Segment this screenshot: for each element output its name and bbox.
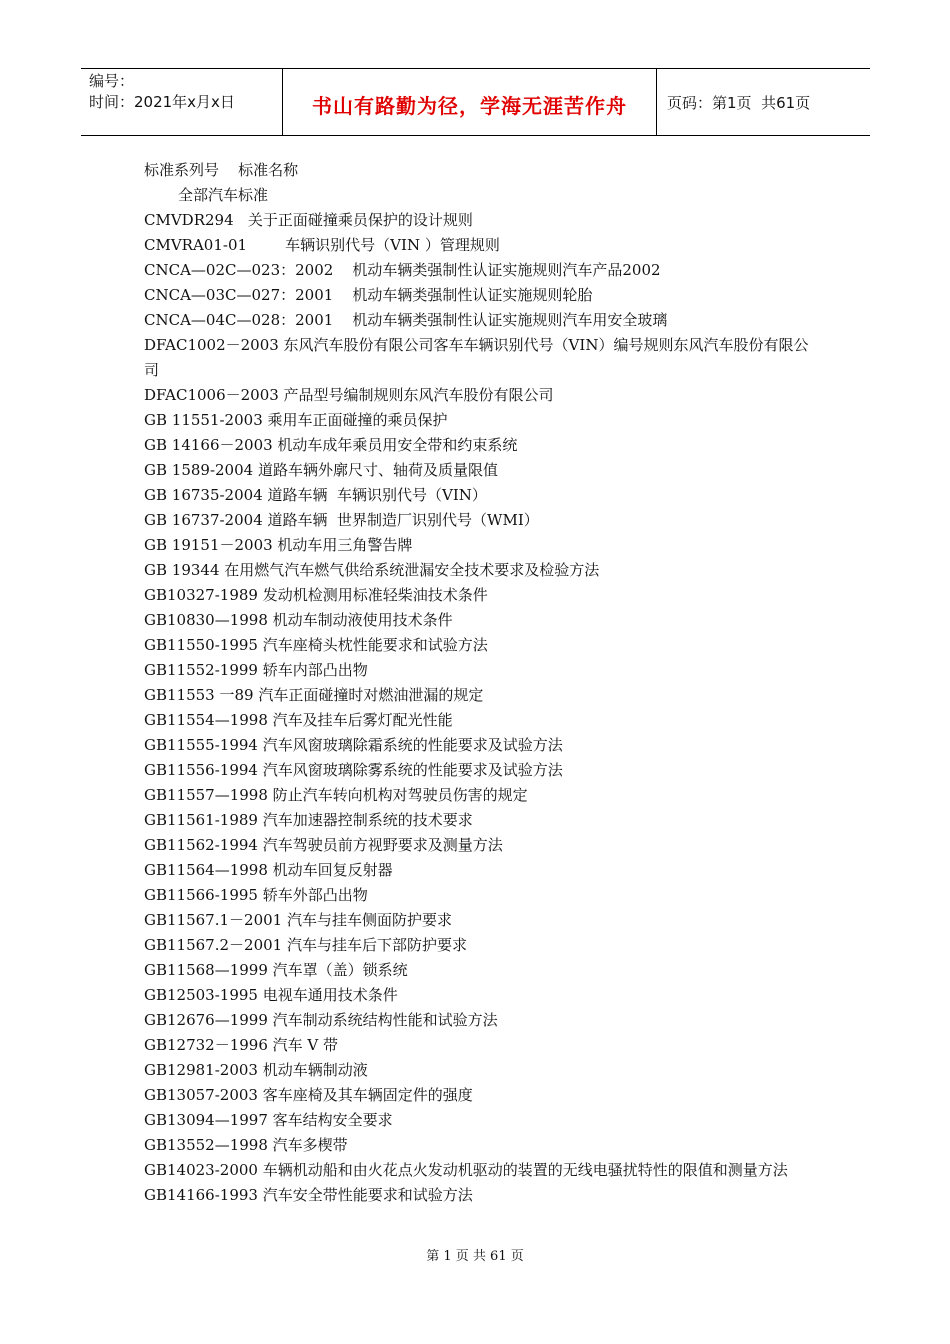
- list-item: GB11557—1998 防止汽车转向机构对驾驶员伤害的规定: [144, 786, 528, 804]
- list-item: GB11562-1994 汽车驾驶员前方视野要求及测量方法: [144, 836, 503, 854]
- list-item: GB11550-1995 汽车座椅头枕性能要求和试验方法: [144, 636, 488, 654]
- list-item: GB12676—1999 汽车制动系统结构性能和试验方法: [144, 1011, 498, 1029]
- list-item: CNCA—03C—027：2001 机动车辆类强制性认证实施规则轮胎: [144, 286, 593, 304]
- list-item: GB13094—1997 客车结构安全要求: [144, 1111, 393, 1129]
- list-item: GB12981-2003 机动车辆制动液: [144, 1061, 368, 1079]
- header-motto: 书山有路勤为径，学海无涯苦作舟: [282, 69, 657, 135]
- list-item: GB14166-1993 汽车安全带性能要求和试验方法: [144, 1186, 473, 1204]
- page-header: [81, 68, 870, 136]
- list-item: GB11566-1995 轿车外部凸出物: [144, 886, 368, 904]
- list-item: GB11552-1999 轿车内部凸出物: [144, 661, 368, 679]
- list-item: GB10830—1998 机动车制动液使用技术条件: [144, 611, 453, 629]
- list-item: GB11555-1994 汽车风窗玻璃除霜系统的性能要求及试验方法: [144, 736, 563, 754]
- list-item: GB 16735-2004 道路车辆 车辆识别代号（VIN）: [144, 486, 487, 504]
- list-item: GB11568—1999 汽车罩（盖）锁系统: [144, 961, 408, 979]
- list-item: GB 16737-2004 道路车辆 世界制造厂识别代号（WMI）: [144, 511, 539, 529]
- list-subheading: 全部汽车标准: [178, 186, 269, 204]
- header-page-info: 页码：第1页 共61页: [667, 93, 811, 112]
- list-item: GB10327-1989 发动机检测用标准轻柴油技术条件: [144, 586, 488, 604]
- list-item: GB11567.1－2001 汽车与挂车侧面防护要求: [144, 911, 452, 929]
- document-number-label: 编号：: [89, 72, 135, 90]
- list-item: GB13057-2003 客车座椅及其车辆固定件的强度: [144, 1086, 473, 1104]
- list-item: GB 1589-2004 道路车辆外廓尺寸、轴荷及质量限值: [144, 461, 498, 479]
- list-item: GB11553 一89 汽车正面碰撞时对燃油泄漏的规定: [144, 686, 484, 704]
- list-item: DFAC1002－2003 东风汽车股份有限公司客车车辆识别代号（VIN）编号规则东风汽车股份有限公司: [144, 336, 809, 379]
- list-item: GB12503-1995 电视车通用技术条件: [144, 986, 398, 1004]
- document-body: [144, 158, 812, 1208]
- list-item: CMVDR294 关于正面碰撞乘员保护的设计规则: [144, 211, 473, 229]
- list-item: GB 11551-2003 乘用车正面碰撞的乘员保护: [144, 411, 448, 429]
- document-date: 时间：2021年x月x日: [89, 93, 235, 111]
- list-item: GB13552—1998 汽车多楔带: [144, 1136, 348, 1154]
- list-item: GB 14166－2003 机动车成年乘员用安全带和约束系统: [144, 436, 518, 454]
- list-item: CMVRA01-01 车辆识别代号（VIN ）管理规则: [144, 236, 500, 254]
- list-item: GB 19344 在用燃气汽车燃气供给系统泄漏安全技术要求及检验方法: [144, 561, 600, 579]
- standards-list: [144, 208, 812, 1208]
- list-item: CNCA—02C—023：2002 机动车辆类强制性认证实施规则汽车产品2002: [144, 261, 661, 279]
- list-item: GB11564—1998 机动车回复反射器: [144, 861, 393, 879]
- list-item: GB14023-2000 车辆机动船和由火花点火发动机驱动的装置的无线电骚扰特性的限值和测量方法: [144, 1161, 788, 1179]
- list-item: GB11556-1994 汽车风窗玻璃除雾系统的性能要求及试验方法: [144, 761, 563, 779]
- header-meta: [81, 69, 282, 135]
- list-item: DFAC1006－2003 产品型号编制规则东风汽车股份有限公司: [144, 386, 554, 404]
- list-item: CNCA—04C—028：2001 机动车辆类强制性认证实施规则汽车用安全玻璃: [144, 311, 668, 329]
- page-footer: 第 1 页 共 61 页: [426, 1249, 524, 1264]
- list-item: GB 19151－2003 机动车用三角警告牌: [144, 536, 413, 554]
- list-heading: 标准系列号 标准名称: [144, 161, 299, 179]
- list-item: GB12732－1996 汽车 V 带: [144, 1036, 339, 1054]
- list-item: GB11561-1989 汽车加速器控制系统的技术要求: [144, 811, 473, 829]
- list-item: GB11554—1998 汽车及挂车后雾灯配光性能: [144, 711, 453, 729]
- list-item: GB11567.2－2001 汽车与挂车后下部防护要求: [144, 936, 467, 954]
